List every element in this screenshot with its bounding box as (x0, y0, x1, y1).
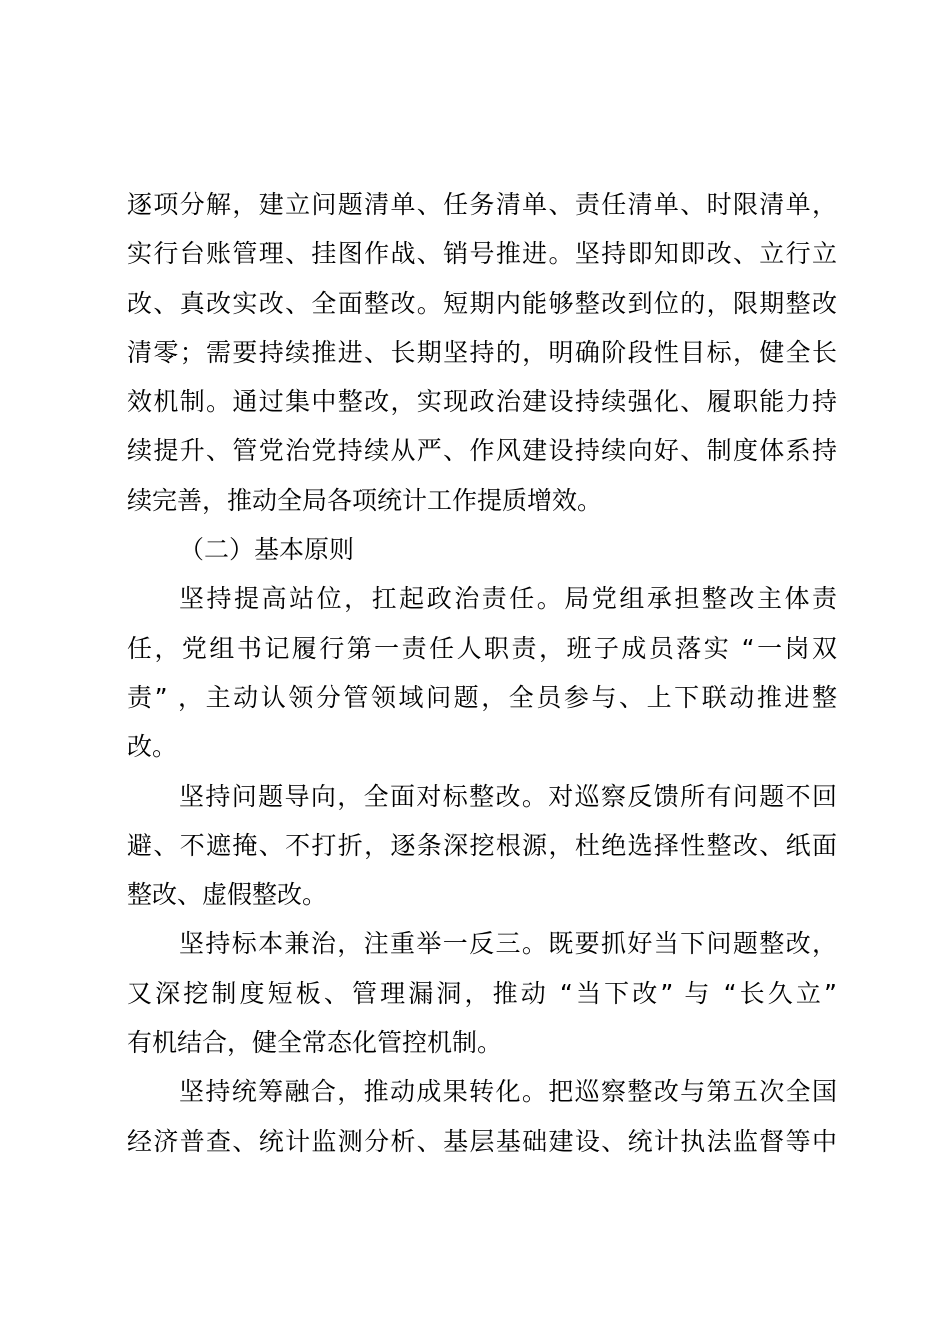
text-line: 又深挖制度短板、管理漏洞，推动 “当下改” 与 “长久立” (127, 978, 837, 1008)
text-line: 改、真改实改、全面整改。短期内能够整改到位的，限期整改 (127, 288, 837, 318)
text-line: 避、不遮掩、不打折，逐条深挖根源，杜绝选择性整改、纸面 (127, 830, 837, 860)
text-line: 续完善，推动全局各项统计工作提质增效。 (127, 485, 603, 515)
text-line: 经济普查、统计监测分析、基层基础建设、统计执法监督等中 (127, 1126, 837, 1156)
text-line: 逐项分解，建立问题清单、任务清单、责任清单、时限清单， (127, 190, 837, 219)
text-line: 改。 (127, 732, 178, 762)
text-line: 坚持提高站位，扛起政治责任。局党组承担整改主体责 (179, 584, 837, 614)
text-line: 清零；需要持续推进、长期坚持的，明确阶段性目标，健全长 (127, 337, 837, 367)
text-line: 整改、虚假整改。 (127, 880, 328, 910)
text-line: 任，党组书记履行第一责任人职责，班子成员落实 “一岗双 (127, 633, 837, 663)
text-line: 坚持问题导向，全面对标整改。对巡察反馈所有问题不回 (179, 781, 837, 811)
text-line: 实行台账管理、挂图作战、销号推进。坚持即知即改、立行立 (127, 239, 837, 269)
document-body (127, 180, 837, 1166)
text-line: 坚持统筹融合，推动成果转化。把巡察整改与第五次全国 (179, 1077, 837, 1107)
text-line: 续提升、管党治党持续从严、作风建设持续向好、制度体系持 (127, 436, 837, 466)
text-line: 责” ，主动认领分管领域问题，全员参与、上下联动推进整 (127, 682, 837, 712)
text-line: 坚持标本兼治，注重举一反三。既要抓好当下问题整改， (179, 929, 837, 959)
text-line: （二）基本原则 (179, 535, 355, 565)
text-line: 效机制。通过集中整改，实现政治建设持续强化、履职能力持 (127, 387, 837, 417)
text-line: 有机结合，健全常态化管控机制。 (127, 1028, 503, 1058)
